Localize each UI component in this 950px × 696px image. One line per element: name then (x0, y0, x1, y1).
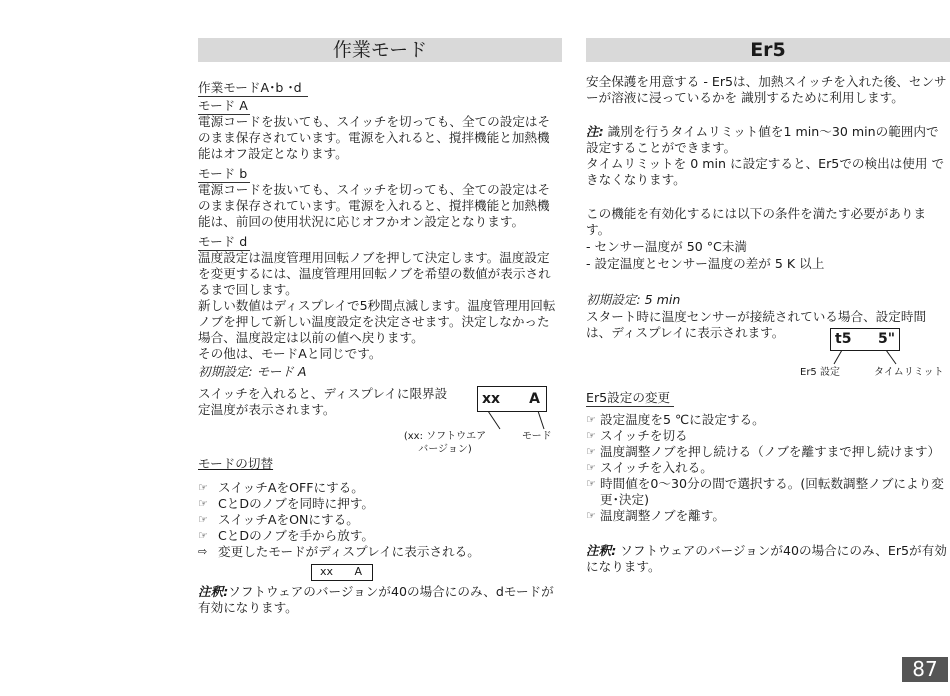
start-text: スタート時に温度センサーが接続されている場合、設定時間は、ディスプレイに表示されます。 (586, 309, 927, 340)
right-column (586, 38, 950, 62)
er5-change-steps (586, 412, 950, 524)
caption-er5-setting: Er5 設定 (800, 367, 840, 378)
hand-pointer-icon: ☞ (586, 445, 596, 458)
note-label: 注釈: (586, 543, 617, 558)
caption-mode: モード (522, 431, 552, 442)
condition-2: - 設定温度とセンサー温度の差が 5 K 以上 (586, 256, 825, 271)
display-er5-time: 5" (877, 331, 895, 347)
note-left (198, 584, 562, 616)
hand-pointer-icon: ☞ (198, 481, 208, 494)
er5-initial-setting: 初期設定: 5 min (586, 292, 681, 307)
hand-pointer-icon: ☞ (586, 461, 596, 474)
er5-change-title: Er5設定の変更 (586, 390, 674, 407)
switch-on-text: スイッチを入れると、ディスプレイに限界設定温度が表示されます。 (198, 386, 448, 417)
er5-note-1-text-2: タイムリミットを 0 min に設定すると、Er5での検出は使用 できなくなります。 (586, 156, 945, 187)
hand-pointer-icon: ☞ (198, 497, 208, 510)
hand-pointer-icon: ☞ (586, 429, 596, 442)
mode-d-label: モード d (198, 234, 250, 251)
hand-pointer-icon: ☞ (198, 513, 208, 526)
list-item: ☞ スイッチAをOFFにする。 (198, 480, 364, 495)
hand-pointer-icon: ☞ (198, 529, 208, 542)
page-number: 87 (902, 657, 948, 682)
callout-lines (480, 411, 560, 431)
mode-d-text: 温度設定は温度管理用回転ノブを押して決定します。温度設定を変更するには、温度管理用回転ノブを希望の数値が表示されるまで回します。 (198, 250, 551, 297)
note-text: ソフトウェアのバージョンが40の場合にのみ、Er5が有効になります。 (586, 543, 947, 574)
list-item: ☞ CとDのノブを同時に押す。 (198, 496, 375, 511)
condition-1: - センサー温度が 50 °C未満 (586, 239, 748, 254)
list-item: ☞ スイッチを入れる。 (586, 460, 713, 475)
caption-software-version: (xx: ソフトウエア バージョン) (403, 431, 487, 455)
display-mode (477, 386, 547, 412)
list-item: ☞ スイッチAをONにする。 (198, 512, 359, 527)
note-label: 注: (586, 124, 604, 139)
er5-intro: 安全保護を用意する - Er5は、加熱スイッチを入れた後、センサーが溶液に浸っているかを 識別するために利用します。 (586, 74, 947, 105)
list-item: ☞ スイッチを切る (586, 428, 688, 443)
mode-d-text-2: 新しい数値はディスプレイで5秒間点滅します。温度管理用回転ノブを押して新しい温度設定を決定させます。決定しなかった場合、温度設定は以前の値へ戻ります。 (198, 298, 556, 345)
hand-pointer-icon: ☞ (586, 477, 596, 490)
list-item: ☞ 設定温度を5 ℃に設定する。 (586, 412, 765, 427)
display-result: xx A (311, 564, 373, 581)
note-text: ソフトウェアのバージョンが40の場合にのみ、dモードが有効になります。 (198, 584, 554, 615)
note-right (586, 543, 950, 575)
note-label: 注釈: (198, 584, 229, 599)
mode-switch-title: モードの切替 (198, 456, 274, 471)
mode-a-label: モード A (198, 98, 250, 115)
mode-switch-steps (198, 480, 562, 560)
conditions-intro: この機能を有効化するには以下の条件を満たす必要があります。 (586, 206, 927, 237)
section-heading: 作業モード (198, 38, 562, 62)
er5-note-1: 注: 識別を行うタイムリミット値を1 min～30 minの範囲内で設定することができます。 (586, 124, 939, 155)
list-item: ☞ 温度調整ノブを離す。 (586, 508, 725, 523)
list-item: ☞ 温度調整ノブを押し続ける（ノブを離すまで押し続けます） (586, 444, 941, 459)
arrow-right-icon: ⇨ (198, 545, 208, 558)
mode-b-text: 電源コードを抜いても、スイッチを切っても、全ての設定はそのまま保存されています。電源を入れると、撹拌機能と加熱機能は、前回の使用状況に応じオフかオン設定となります。 (198, 182, 551, 229)
subheading: 作業モードA･b ･d (198, 80, 308, 97)
display-er5-label: t5 (835, 331, 852, 347)
list-item: ☞ CとDのノブを手から放す。 (198, 528, 375, 543)
list-item: ⇨ 変更したモードがディスプレイに表示される。 (198, 544, 480, 559)
hand-pointer-icon: ☞ (586, 413, 596, 426)
hand-pointer-icon: ☞ (586, 509, 596, 522)
left-column (198, 38, 562, 62)
display-er5 (830, 328, 900, 351)
mode-d-text-3: その他は、モードAと同じです。 (198, 346, 382, 361)
display-value: xx (482, 391, 501, 407)
mode-a-text: 電源コードを抜いても、スイッチを切っても、全ての設定はそのまま保存されています。電源を入れると、撹拌機能と加熱機能はオフ設定となります。 (198, 114, 551, 161)
callout-lines-er5 (830, 350, 920, 366)
list-item: ☞ 時間値を0～30分の間で選択する。(回転数調整ノブにより変更･決定) (586, 476, 944, 507)
display-mode-letter: A (529, 391, 540, 407)
caption-time-limit: タイムリミット (874, 367, 944, 378)
mode-b-label: モード b (198, 166, 250, 183)
initial-setting: 初期設定: モード A (198, 364, 307, 379)
section-heading-er5: Er5 (586, 38, 950, 62)
